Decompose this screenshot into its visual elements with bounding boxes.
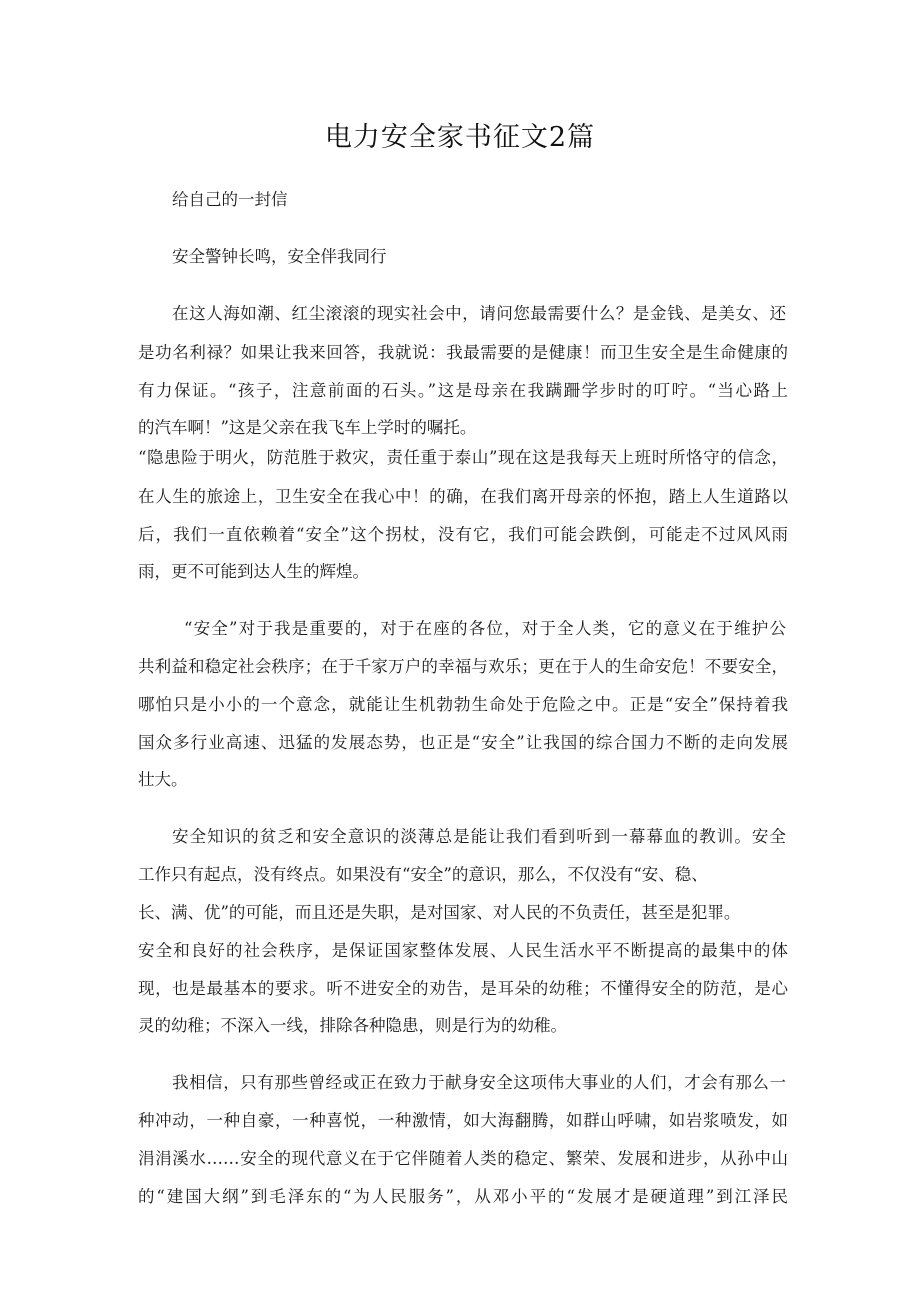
paragraph-line: 安全知识的贫乏和安全意识的淡薄总是能让我们看到听到一幕幕血的教训。安全 bbox=[172, 827, 786, 846]
paragraph-line: 涓涓溪水……安全的现代意义在于它伴随着人类的稳定、繁荣、发展和进步，从孙中山 bbox=[138, 1149, 788, 1168]
paragraph-line: 哪怕只是小小的一个意念，就能让生机勃勃生命处于危险之中。正是“安全”保持着我 bbox=[138, 695, 788, 714]
paragraph-line: 在人生的旅途上，卫生安全在我心中！的确，在我们离开母亲的怀抱，踏上人生道路以 bbox=[138, 487, 788, 506]
paragraph-line: “安全”对于我是重要的，对于在座的各位，对于全人类，它的意义在于维护公 bbox=[184, 619, 786, 638]
paragraph-line: 壮大。 bbox=[138, 770, 188, 789]
paragraph-line: 种冲动，一种自豪，一种喜悦，一种激情，如大海翻腾，如群山呼啸，如岩浆喷发，如 bbox=[138, 1111, 788, 1130]
paragraph-line: 工作只有起点，没有终点。如果没有“安全”的意识，那么，不仅没有“安、稳、 bbox=[138, 865, 708, 884]
paragraph-line: 有力保证。“孩子，注意前面的石头。”这是母亲在我蹒跚学步时的叮咛。“当心路上 bbox=[138, 381, 788, 400]
paragraph-line: 共利益和稳定社会秩序；在于千家万户的幸福与欢乐；更在于人的生命安危！不要安全， bbox=[138, 657, 788, 676]
paragraph-line: 灵的幼稚；不深入一线，排除各种隐患，则是行为的幼稚。 bbox=[138, 1016, 567, 1035]
paragraph-line: 的“建国大纲”到毛泽东的“为人民服务”，从邓小平的“发展才是硬道理”到江泽民 bbox=[138, 1187, 788, 1206]
paragraph-line: 安全和良好的社会秩序，是保证国家整体发展、人民生活水平不断提高的最集中的体 bbox=[138, 941, 788, 960]
paragraph-line: 长、满、优”的可能，而且还是失职，是对国家、对人民的不负责任，甚至是犯罪。 bbox=[138, 903, 741, 922]
paragraph-line: 我相信，只有那些曾经或正在致力于献身安全这项伟大事业的人们，才会有那么一 bbox=[172, 1073, 786, 1092]
salutation: 给自己的一封信 bbox=[172, 190, 288, 209]
paragraph-line: 后，我们一直依赖着“安全”这个拐杖，没有它，我们可能会跌倒，可能走不过风风雨 bbox=[138, 525, 788, 544]
paragraph-line: 的汽车啊！”这是父亲在我飞车上学时的嘱托。 bbox=[138, 418, 477, 437]
paragraph-line: 国众多行业高速、迅猛的发展态势，也正是“安全”让我国的综合国力不断的走向发展 bbox=[138, 733, 788, 752]
paragraph-line: 在这人海如潮、红尘滚滚的现实社会中，请问您最需要什么？是金钱、是美女、还 bbox=[172, 304, 786, 323]
paragraph-line: 现，也是最基本的要求。听不进安全的劝告，是耳朵的幼稚；不懂得安全的防范，是心 bbox=[138, 979, 788, 998]
paragraph-line: “隐患险于明火，防范胜于救灾，责任重于泰山”现在这是我每天上班时所恪守的信念， bbox=[138, 448, 788, 467]
document-title: 电力安全家书征文2篇 bbox=[324, 122, 596, 153]
paragraph-line: 雨，更不可能到达人生的辉煌。 bbox=[138, 562, 369, 581]
paragraph-line: 是功名利禄？如果让我来回答，我就说：我最需要的是健康！而卫生安全是生命健康的 bbox=[138, 343, 788, 362]
subtitle: 安全警钟长鸣，安全伴我同行 bbox=[172, 247, 387, 266]
